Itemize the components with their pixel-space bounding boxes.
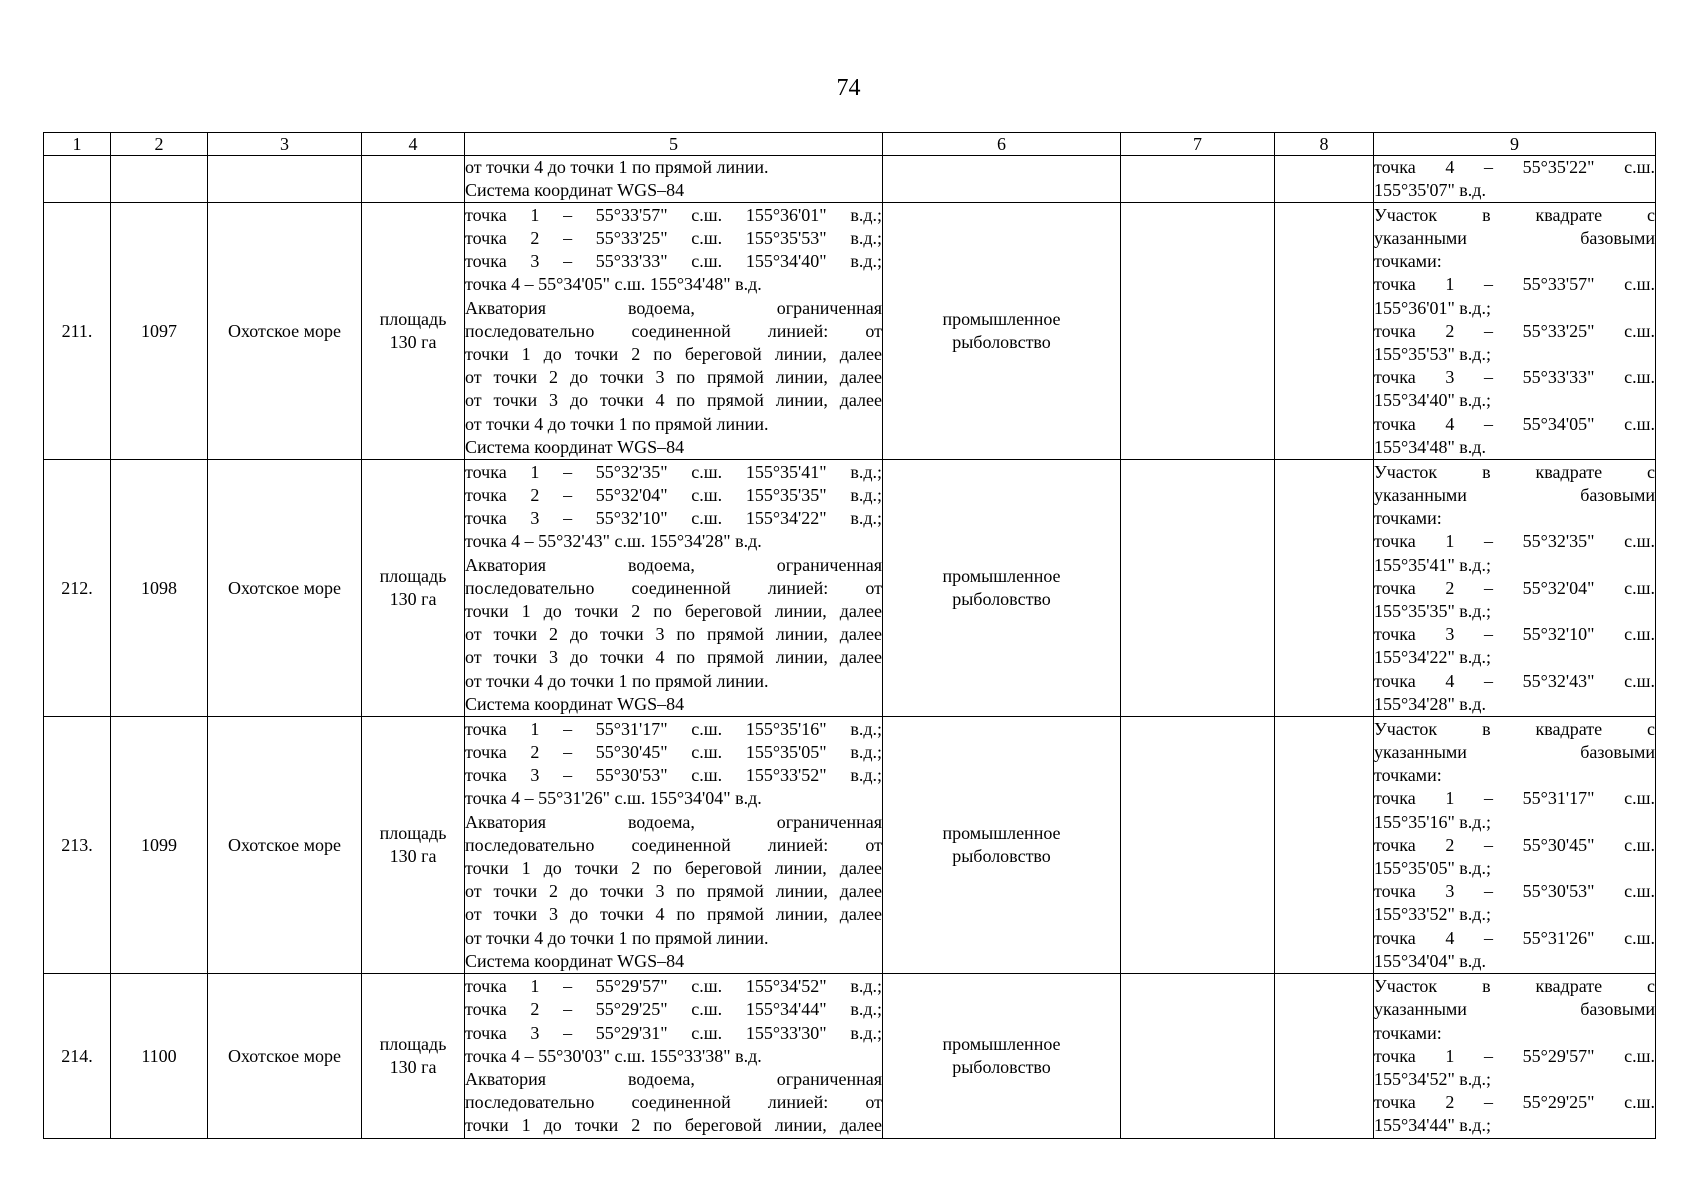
- cell-col7: [1121, 460, 1275, 717]
- cell-area: [362, 717, 465, 974]
- cell-purpose: [883, 974, 1121, 1139]
- area-label: площадь: [379, 1034, 447, 1055]
- description-line: Система координат WGS–84: [465, 950, 685, 971]
- description-line: точки 1 до точки 2 по береговой линии, далее: [465, 858, 882, 878]
- description-line: от точки 3 до точки 4 по прямой линии, далее: [465, 904, 882, 925]
- note-line: точка 3 – 55°30'53" с.ш.: [1374, 881, 1655, 902]
- cell-id: 1100: [111, 974, 208, 1139]
- description-line: точка 1 – 55°31'17" с.ш. 155°35'16" в.д.;: [465, 718, 882, 739]
- cell-purpose: [883, 156, 1121, 203]
- note-line: 155°36'01" в.д.;: [1374, 297, 1491, 318]
- note-line: точками:: [1374, 251, 1442, 272]
- cell-water-body: Охотское море: [208, 974, 362, 1139]
- cell-num: 213.: [44, 717, 111, 974]
- description-line: Акватория водоема, ограниченная: [465, 297, 882, 318]
- description-line: от точки 3 до точки 4 по прямой линии, далее: [465, 390, 882, 411]
- cell-area: [362, 203, 465, 460]
- note-line: точка 2 – 55°32'04" с.ш.: [1374, 577, 1655, 598]
- cell-description: [465, 460, 883, 717]
- description-line: Система координат WGS–84: [465, 180, 685, 201]
- description-line: от точки 2 до точки 3 по прямой линии, далее: [465, 881, 882, 902]
- note-line: 155°35'05" в.д.;: [1374, 858, 1491, 878]
- note-line: точка 3 – 55°33'33" с.ш.: [1374, 367, 1655, 388]
- header-cell-6: 6: [883, 133, 1121, 156]
- description-line: точка 2 – 55°29'25" с.ш. 155°34'44" в.д.;: [465, 999, 882, 1020]
- note-line: точка 1 – 55°31'17" с.ш.: [1374, 788, 1655, 809]
- note-line: 155°34'52" в.д.;: [1374, 1069, 1491, 1089]
- note-line: 155°35'07" в.д.: [1374, 180, 1486, 201]
- page-number: 74: [836, 75, 861, 101]
- cell-note: [1374, 460, 1656, 717]
- note-line: 155°34'22" в.д.;: [1374, 647, 1491, 668]
- note-line: Участок в квадрате с: [1374, 976, 1655, 997]
- note-line: Участок в квадрате с: [1374, 718, 1655, 739]
- purpose-line: рыболовство: [952, 846, 1051, 867]
- description-line: точка 2 – 55°32'04" с.ш. 155°35'35" в.д.;: [465, 484, 882, 505]
- description-line: точка 4 – 55°30'03" с.ш. 155°33'38" в.д.: [465, 1045, 762, 1066]
- description-line: от точки 3 до точки 4 по прямой линии, далее: [465, 647, 882, 668]
- description-line: точка 1 – 55°29'57" с.ш. 155°34'52" в.д.;: [465, 976, 882, 997]
- purpose-line: промышленное: [942, 823, 1061, 844]
- header-cell-7: 7: [1121, 133, 1275, 156]
- description-line: точки 1 до точки 2 по береговой линии, далее: [465, 344, 882, 364]
- note-line: точка 2 – 55°33'25" с.ш.: [1374, 320, 1655, 341]
- header-cell-2: 2: [111, 133, 208, 156]
- cell-water-body: Охотское море: [208, 717, 362, 974]
- note-line: точка 3 – 55°32'10" с.ш.: [1374, 624, 1655, 645]
- description-line: последовательно соединенной линией: от: [465, 577, 882, 598]
- cell-purpose: [883, 460, 1121, 717]
- note-line: точками:: [1374, 508, 1442, 529]
- table-row: [44, 203, 1656, 460]
- cell-num: [44, 156, 111, 203]
- cell-area: [362, 460, 465, 717]
- description-line: Система координат WGS–84: [465, 693, 685, 714]
- description-line: точка 2 – 55°33'25" с.ш. 155°35'53" в.д.;: [465, 227, 882, 248]
- cell-area: [362, 974, 465, 1139]
- note-line: точка 1 – 55°32'35" с.ш.: [1374, 531, 1655, 552]
- note-line: указанными базовыми: [1374, 227, 1655, 248]
- purpose-line: рыболовство: [952, 589, 1051, 610]
- note-line: 155°35'41" в.д.;: [1374, 554, 1491, 575]
- table-row: [44, 974, 1656, 1139]
- note-line: указанными базовыми: [1374, 999, 1655, 1020]
- description-line: Акватория водоема, ограниченная: [465, 1069, 882, 1089]
- table-row: [44, 460, 1656, 717]
- cell-water-body: Охотское море: [208, 460, 362, 717]
- area-label: площадь: [379, 823, 447, 844]
- cell-note: [1374, 974, 1656, 1139]
- cell-purpose: [883, 717, 1121, 974]
- description-line: от точки 4 до точки 1 по прямой линии.: [465, 413, 769, 434]
- note-line: точка 2 – 55°30'45" с.ш.: [1374, 834, 1655, 855]
- note-line: указанными базовыми: [1374, 741, 1655, 762]
- purpose-line: промышленное: [942, 1034, 1061, 1055]
- fishing-areas-table: [43, 132, 1656, 1139]
- description-line: Акватория водоема, ограниченная: [465, 554, 882, 575]
- note-line: точка 2 – 55°29'25" с.ш.: [1374, 1092, 1655, 1113]
- cell-col7: [1121, 717, 1275, 974]
- note-line: точка 4 – 55°32'43" с.ш.: [1374, 670, 1655, 691]
- description-line: точка 4 – 55°34'05" с.ш. 155°34'48" в.д.: [465, 274, 762, 295]
- cell-note: [1374, 717, 1656, 974]
- area-value: 130 га: [389, 846, 437, 867]
- header-cell-8: 8: [1275, 133, 1374, 156]
- cell-id: 1098: [111, 460, 208, 717]
- description-line: точка 4 – 55°32'43" с.ш. 155°34'28" в.д.: [465, 531, 762, 552]
- description-line: точки 1 до точки 2 по береговой линии, далее: [465, 601, 882, 621]
- cell-num: 214.: [44, 974, 111, 1139]
- header-cell-3: 3: [208, 133, 362, 156]
- cell-water-body: Охотское море: [208, 203, 362, 460]
- description-line: точка 1 – 55°33'57" с.ш. 155°36'01" в.д.;: [465, 204, 882, 225]
- header-cell-5: 5: [465, 133, 883, 156]
- description-line: от точки 4 до точки 1 по прямой линии.: [465, 670, 769, 691]
- description-line: от точки 4 до точки 1 по прямой линии.: [465, 157, 769, 177]
- description-line: точка 3 – 55°30'53" с.ш. 155°33'52" в.д.;: [465, 765, 882, 786]
- note-line: 155°35'53" в.д.;: [1374, 344, 1491, 364]
- note-line: точка 4 – 55°35'22" с.ш.: [1374, 157, 1655, 177]
- cell-col8: [1275, 974, 1374, 1139]
- description-line: точка 3 – 55°32'10" с.ш. 155°34'22" в.д.;: [465, 508, 882, 529]
- cell-col8: [1275, 717, 1374, 974]
- cell-col7: [1121, 974, 1275, 1139]
- description-line: последовательно соединенной линией: от: [465, 1092, 882, 1113]
- note-line: 155°34'28" в.д.: [1374, 693, 1486, 714]
- description-line: точки 1 до точки 2 по береговой линии, далее: [465, 1115, 882, 1136]
- description-line: точка 4 – 55°31'26" с.ш. 155°34'04" в.д.: [465, 788, 762, 809]
- description-line: точка 1 – 55°32'35" с.ш. 155°35'41" в.д.;: [465, 461, 882, 482]
- area-label: площадь: [379, 566, 447, 587]
- continuation-row: [44, 156, 1656, 203]
- note-line: точка 1 – 55°29'57" с.ш.: [1374, 1045, 1655, 1066]
- purpose-line: промышленное: [942, 309, 1061, 330]
- description-line: Система координат WGS–84: [465, 436, 685, 457]
- area-label: площадь: [379, 309, 447, 330]
- description-line: точка 3 – 55°29'31" с.ш. 155°33'30" в.д.;: [465, 1022, 882, 1043]
- description-line: от точки 2 до точки 3 по прямой линии, далее: [465, 367, 882, 388]
- header-row: [44, 133, 1656, 156]
- area-value: 130 га: [389, 589, 437, 610]
- note-line: 155°34'40" в.д.;: [1374, 390, 1491, 411]
- description-line: точка 3 – 55°33'33" с.ш. 155°34'40" в.д.;: [465, 251, 882, 272]
- note-line: Участок в квадрате с: [1374, 461, 1655, 482]
- note-line: 155°35'16" в.д.;: [1374, 811, 1491, 832]
- description-line: от точки 4 до точки 1 по прямой линии.: [465, 927, 769, 948]
- header-cell-9: 9: [1374, 133, 1656, 156]
- cell-col8: [1275, 156, 1374, 203]
- cell-id: 1097: [111, 203, 208, 460]
- cell-description: [465, 203, 883, 460]
- area-value: 130 га: [389, 332, 437, 353]
- cell-area: [362, 156, 465, 203]
- area-value: 130 га: [389, 1057, 437, 1078]
- description-line: последовательно соединенной линией: от: [465, 834, 882, 855]
- description-line: последовательно соединенной линией: от: [465, 320, 882, 341]
- purpose-line: рыболовство: [952, 1057, 1051, 1078]
- note-line: указанными базовыми: [1374, 484, 1655, 505]
- cell-num: 212.: [44, 460, 111, 717]
- note-line: точками:: [1374, 1022, 1442, 1043]
- table-row: [44, 717, 1656, 974]
- note-line: 155°34'44" в.д.;: [1374, 1115, 1491, 1136]
- cell-water-body: [208, 156, 362, 203]
- note-line: 155°34'48" в.д.: [1374, 436, 1486, 457]
- cell-id: [111, 156, 208, 203]
- cell-description: [465, 974, 883, 1139]
- cell-col8: [1275, 203, 1374, 460]
- description-line: точка 2 – 55°30'45" с.ш. 155°35'05" в.д.;: [465, 741, 882, 762]
- note-line: точка 4 – 55°31'26" с.ш.: [1374, 927, 1655, 948]
- note-line: 155°34'04" в.д.: [1374, 950, 1486, 971]
- note-line: 155°35'35" в.д.;: [1374, 601, 1491, 621]
- header-cell-1: 1: [44, 133, 111, 156]
- cell-col8: [1275, 460, 1374, 717]
- cell-note: [1374, 156, 1656, 203]
- header-cell-4: 4: [362, 133, 465, 156]
- cell-note: [1374, 203, 1656, 460]
- description-line: от точки 2 до точки 3 по прямой линии, далее: [465, 624, 882, 645]
- note-line: 155°33'52" в.д.;: [1374, 904, 1491, 925]
- cell-id: 1099: [111, 717, 208, 974]
- cell-purpose: [883, 203, 1121, 460]
- description-line: Акватория водоема, ограниченная: [465, 811, 882, 832]
- cell-description: [465, 717, 883, 974]
- purpose-line: рыболовство: [952, 332, 1051, 353]
- purpose-line: промышленное: [942, 566, 1061, 587]
- note-line: точка 4 – 55°34'05" с.ш.: [1374, 413, 1655, 434]
- cell-col7: [1121, 203, 1275, 460]
- cell-description: [465, 156, 883, 203]
- note-line: точками:: [1374, 765, 1442, 786]
- cell-num: 211.: [44, 203, 111, 460]
- cell-col7: [1121, 156, 1275, 203]
- note-line: Участок в квадрате с: [1374, 204, 1655, 225]
- note-line: точка 1 – 55°33'57" с.ш.: [1374, 274, 1655, 295]
